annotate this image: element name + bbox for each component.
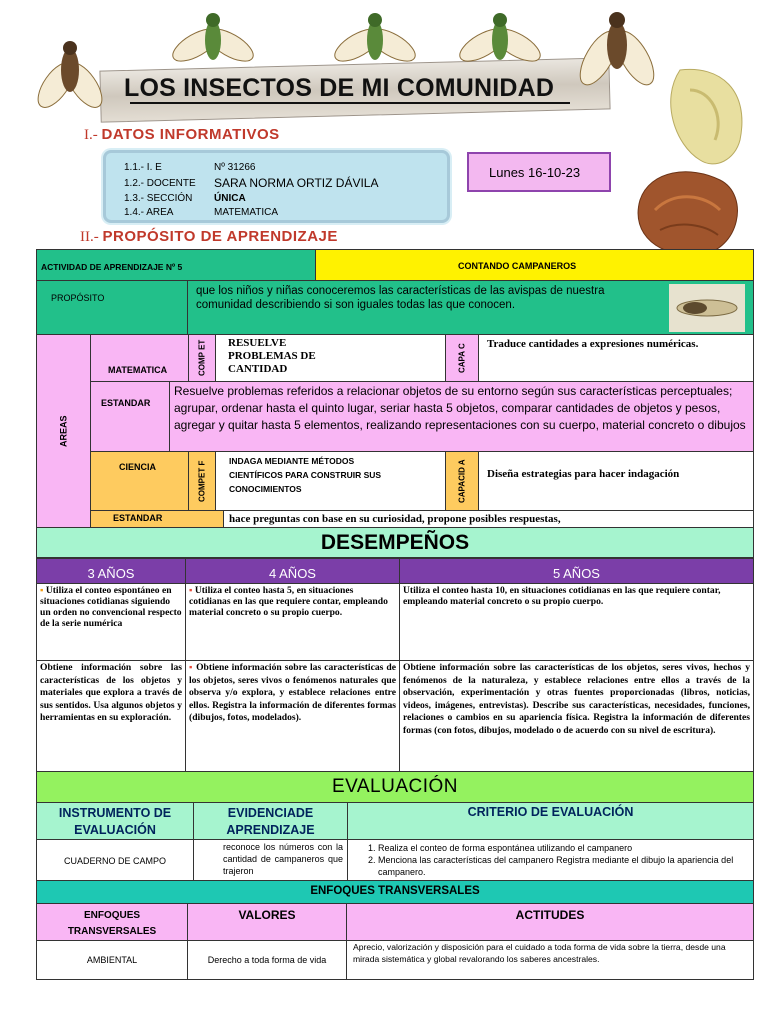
- proposito-text-cell: [187, 280, 754, 335]
- cicada-illustration: [330, 0, 420, 90]
- evaluacion-title-cell: [36, 771, 754, 803]
- evidencia-value: reconoce los números con la cantidad de campaneros que trajeron: [223, 842, 343, 876]
- desempeno-4-2: Obtiene información sobre las características de los objetos, seres vivos o fenómenos naturales que observa y/o explora, y establece relaciones entre ellos. Registra la información de diferentes formas (dibujos, fotos, modelados).: [189, 662, 396, 723]
- eval-header: [36, 802, 194, 840]
- cap-label-cell: [445, 451, 479, 511]
- eval-header-instrumento: INSTRUMENTO DE EVALUACIÓN: [58, 806, 172, 837]
- proposito-label: PROPÓSITO: [51, 293, 105, 303]
- info-value: ÚNICA: [214, 193, 246, 204]
- desempeno-cell: ▪ Utiliza el conteo espontáneo en situaciones cotidianas siguiendo un orden no convencional respecto de la serie numérica: [36, 583, 186, 661]
- info-value: SARA NORMA ORTIZ DÁVILA: [214, 176, 379, 190]
- enfoques-header-enfoque: ENFOQUES TRANSVERSALES: [67, 910, 157, 937]
- criterios-cell: [347, 839, 754, 881]
- eval-header-evidencia: EVIDENCIADE APRENDIZAJE: [226, 806, 315, 837]
- enfoques-title-cell: [36, 880, 754, 904]
- actividad-label-cell: [36, 249, 316, 281]
- area-ciencia: CIENCIA: [119, 462, 157, 472]
- desempeno-5-2: Obtiene información sobre las características de los objetos, seres vivos, hechos y fenómenos de la naturaleza, y establece relaciones entre ellos a través de la observación, experimentación y otras fuentes proporcionadas (libros, noticias, videos, imágenes, entrevistas). Describe sus características, necesidades, funciones, relaciones o cambios en su apariencia física. Registra la información de diferentes formas (con fotos, dibujos, modelado o de acuerdo con su nivel de escritura).: [403, 662, 750, 736]
- info-value: Nº 31266: [214, 162, 256, 173]
- cicada-illustration: [455, 0, 545, 90]
- page-title: LOS INSECTOS DE MI COMUNIDAD: [124, 74, 555, 102]
- desempeno-cell: [36, 660, 186, 772]
- actividad-value-cell: [315, 249, 754, 281]
- enfoques-header: [346, 903, 754, 941]
- instrumento-cell: [36, 839, 194, 881]
- estandar-ciencia: hace preguntas con base en su curiosidad, propone posibles respuestas,: [229, 513, 561, 525]
- evaluacion-title: EVALUACIÓN: [331, 776, 459, 797]
- evidencia-cell: [193, 839, 348, 881]
- estandar-label-cell: [90, 510, 224, 528]
- eval-header: [347, 802, 754, 840]
- areas-cell: [36, 334, 91, 528]
- date-box: Lunes 16-10-23: [467, 152, 611, 192]
- comp-label-cell: [188, 451, 216, 511]
- desempeno-cell: [399, 583, 754, 661]
- eval-header-criterio: CRITERIO DE EVALUACIÓN: [467, 805, 634, 819]
- desempenos-title: DESEMPEÑOS: [320, 531, 470, 554]
- proposito-text: que los niños y niñas conoceremos las características de las avispas de nuestra comunidad describiendo si son iguales todas las que conocen.: [196, 285, 605, 311]
- desempeno-cell: ▪ Obtiene información sobre las características de los objetos, seres vivos o fenómenos naturales que observa y/o explora, y establece relaciones entre ellos. Registra la información de diferentes formas (dibujos, fotos, modelados).: [185, 660, 400, 772]
- desempeno-cell: ▪ Utiliza el conteo hasta 5, en situaciones cotidianas en las que requiere contar, empleando material concreto o su propio cuerpo.: [185, 583, 400, 661]
- desempeno-5-1: Utiliza el conteo hasta 10, en situaciones cotidianas en las que requiere contar, empleando material concreto o su propio cuerpo.: [403, 585, 721, 607]
- desempeno-4-1: Utiliza el conteo hasta 5, en situaciones cotidianas en las que requiere contar, empleando material concreto o su propio cuerpo.: [189, 585, 388, 618]
- info-label: 1.3.- SECCIÓN: [124, 193, 193, 204]
- eval-header: [193, 802, 348, 840]
- enfoques-header-valores: VALORES: [238, 908, 296, 922]
- comp-label-cell: [188, 334, 216, 382]
- info-value: MATEMATICA: [214, 207, 279, 218]
- estandar-text-cell: [223, 510, 754, 528]
- estandar-label-cell: [90, 381, 170, 452]
- cicada-illustration: [168, 0, 258, 90]
- desempeno-cell: [399, 660, 754, 772]
- area-matematica: MATEMATICA: [108, 365, 168, 375]
- enfoques-header-actitudes: ACTITUDES: [515, 908, 585, 922]
- valor-value: Derecho a toda forma de vida: [207, 955, 327, 965]
- competencia-cell: [215, 334, 446, 382]
- cicada-photo: [669, 284, 745, 332]
- enfoque-cell: [36, 940, 188, 980]
- enfoques-header: [187, 903, 347, 941]
- competencia-cell: [215, 451, 446, 511]
- col-header-5: [399, 558, 754, 584]
- cap-label-cell: [445, 334, 479, 382]
- criterio-item: 2. Menciona las características del campanero Registra mediante el dibujo la apariencia del campanero.: [378, 854, 747, 878]
- capacidad-cell: [478, 451, 754, 511]
- area-matematica-cell: [90, 334, 189, 382]
- estandar-label: ESTANDAR: [101, 398, 151, 408]
- desempeno-3-1: Utiliza el conteo espontáneo en situaciones cotidianas siguiendo un orden no convencional respecto de la serie numérica: [40, 585, 182, 629]
- estandar-matematica: Resuelve problemas referidos a relacionar objetos de su entorno según sus características perceptuales; agrupar, ordenar hasta el quinto lugar, seriar hasta 5 objetos, comparar cantidades de objetos y pesos, agregar y quitar hasta 5 elementos, realizando representaciones con su cuerpo, material concreto o dibujos: [174, 384, 746, 432]
- comp-label: COMP ET: [197, 339, 207, 377]
- comp-label: COMPET F: [197, 460, 207, 502]
- capacidad-ciencia: Diseña estrategias para hacer indagación: [487, 468, 680, 480]
- enfoques-title: ENFOQUES TRANSVERSALES: [310, 885, 480, 897]
- section-1-title: I.- DATOS INFORMATIVOS: [84, 126, 280, 143]
- col-5-label: 5 AÑOS: [553, 566, 600, 581]
- competencia-matematica: RESUELVE PROBLEMAS DE CANTIDAD: [228, 337, 316, 375]
- valor-cell: [187, 940, 347, 980]
- section-2-title: II.- PROPÓSITO DE APRENDIZAJE: [80, 228, 338, 245]
- col-header-3: [36, 558, 186, 584]
- actividad-value: CONTANDO CAMPANEROS: [458, 261, 577, 271]
- actitud-cell: [346, 940, 754, 980]
- enfoque-value: AMBIENTAL: [86, 955, 138, 965]
- cap-label: CAPA C: [457, 343, 467, 373]
- desempeno-3-2: Obtiene información sobre las características de los objetos y materiales que explora a través de sus sentidos. Usa algunos objetos y herramientas en su exploración.: [40, 662, 182, 723]
- estandar-text-cell: [169, 381, 754, 452]
- info-label: 1.4.- AREA: [124, 207, 174, 218]
- areas-label: AREAS: [58, 415, 69, 447]
- criterio-item: 1. Realiza el conteo de forma espontánea utilizando el campanero: [378, 842, 747, 854]
- enfoques-header: [36, 903, 188, 941]
- col-3-label: 3 AÑOS: [87, 566, 135, 581]
- competencia-ciencia: INDAGA MEDIANTE MÉTODOS CIENTÍFICOS PARA CONSTRUIR SUS CONOCIMIENTOS: [229, 456, 382, 494]
- proposito-label-cell: [36, 280, 188, 335]
- estandar-label: ESTANDAR: [113, 513, 163, 523]
- desempenos-title-cell: [36, 527, 754, 558]
- col-header-4: [185, 558, 400, 584]
- capacidad-cell: [478, 334, 754, 382]
- info-label: 1.1.- I. E: [124, 162, 162, 173]
- title-underline: [130, 102, 570, 104]
- cap-label: CAPACID A: [457, 459, 467, 503]
- actitud-value: Aprecio, valorización y disposición para el cuidado a toda forma de vida sobre la tierra, desde una mirada sistemática y global revalorando los saberes ancestrales.: [353, 942, 726, 964]
- area-ciencia-cell: [90, 451, 189, 511]
- capacidad-matematica: Traduce cantidades a expresiones numéricas.: [487, 338, 699, 350]
- actividad-label: ACTIVIDAD DE APRENDIZAJE Nº 5: [41, 262, 183, 272]
- col-4-label: 4 AÑOS: [269, 566, 316, 581]
- info-label: 1.2.- DOCENTE: [124, 178, 196, 189]
- instrumento-value: CUADERNO DE CAMPO: [63, 856, 166, 866]
- info-box: [103, 150, 450, 223]
- cicada-illustration: [26, 30, 116, 130]
- cicada-molt-photo: [620, 60, 768, 260]
